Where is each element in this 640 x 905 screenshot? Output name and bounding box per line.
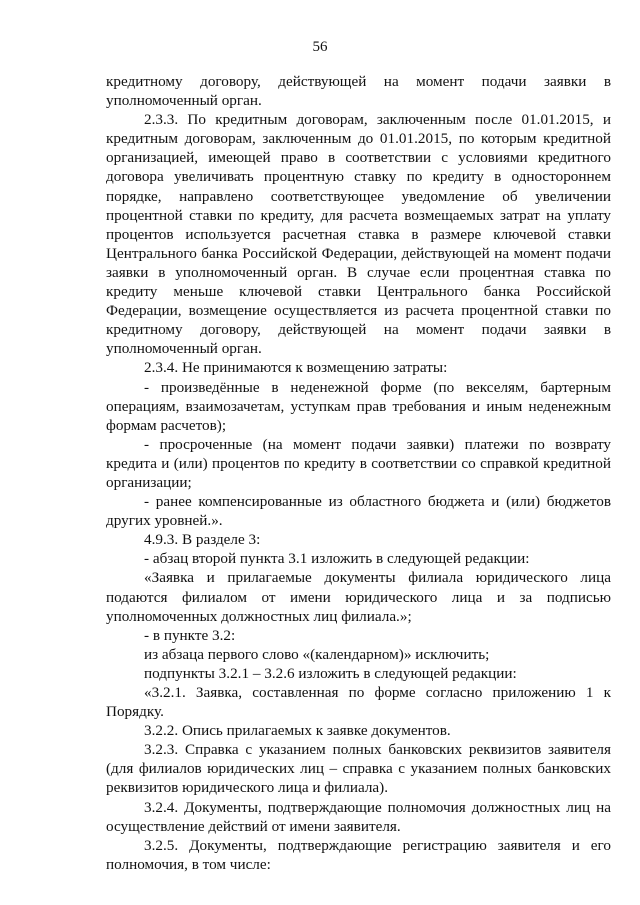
paragraph: 3.2.5. Документы, подтверждающие регистрацию заявителя и его полномочия, в том числе:	[106, 836, 611, 873]
paragraph: 2.3.4. Не принимаются к возмещению затраты:	[144, 359, 448, 377]
list-item: - просроченные (на момент подачи заявки) платежи по возврату кредита и (или) процентов по кредиту в соответствии со справкой кредитной организации;	[106, 435, 611, 491]
paragraph: 3.2.4. Документы, подтверждающие полномочия должностных лиц на осуществление действий от имени заявителя.	[106, 798, 611, 835]
paragraph: 3.2.3. Справка с указанием полных банковских реквизитов заявителя (для филиалов юридических лиц – справка с указанием полных банковских реквизитов юридического лица и филиала).	[106, 741, 611, 797]
paragraph: 2.3.3. По кредитным договорам, заключенным после 01.01.2015, и кредитным договорам, заключенным до 01.01.2015, по которым кредитной организацией, имеющей право в соответствии с условиями кредитного договора увеличивать процентную ставку по кредиту в одностороннем порядке, направлено соответствующее уведомление об увеличении процентной ставки по кредиту, для расчета возмещаемых затрат на уплату процентов используется расчетная ставка в размере ключевой ставки Центрального банка Российской Федерации, действующей на момент подачи заявки в уполномоченный орган. В случае если процентная ставка по кредиту меньше ключевой ставки Центрального банка Российской Федерации, возмещение осуществляется из расчета процентной ставки по кредитному договору, действующей на момент подачи заявки в уполномоченный орган.	[106, 111, 611, 358]
document-body	[106, 72, 611, 874]
list-item: - ранее компенсированные из областного бюджета и (или) бюджетов других уровней.».	[106, 493, 611, 530]
paragraph: подпункты 3.2.1 – 3.2.6 изложить в следующей редакции:	[144, 664, 517, 682]
paragraph: 4.9.3. В разделе 3:	[144, 531, 261, 549]
quote-paragraph: «Заявка и прилагаемые документы филиала юридического лица подаются филиалом от имени юридического лица и за подписью уполномоченных должностных лиц филиала.»;	[106, 569, 611, 625]
paragraph: 3.2.2. Опись прилагаемых к заявке документов.	[144, 722, 451, 740]
list-item: - в пункте 3.2:	[144, 626, 236, 644]
paragraph: из абзаца первого слово «(календарном)» исключить;	[144, 645, 490, 663]
page-number: 56	[312, 39, 328, 55]
list-item: - произведённые в неденежной форме (по векселям, бартерным операциям, взаимозачетам, уступкам прав требования и иным неденежным формам расчетов);	[106, 378, 611, 434]
paragraph: «3.2.1. Заявка, составленная по форме согласно приложению 1 к Порядку.	[106, 684, 611, 721]
paragraph: кредитному договору, действующей на момент подачи заявки в уполномоченный орган.	[106, 73, 611, 110]
list-item: - абзац второй пункта 3.1 изложить в следующей редакции:	[144, 550, 530, 568]
